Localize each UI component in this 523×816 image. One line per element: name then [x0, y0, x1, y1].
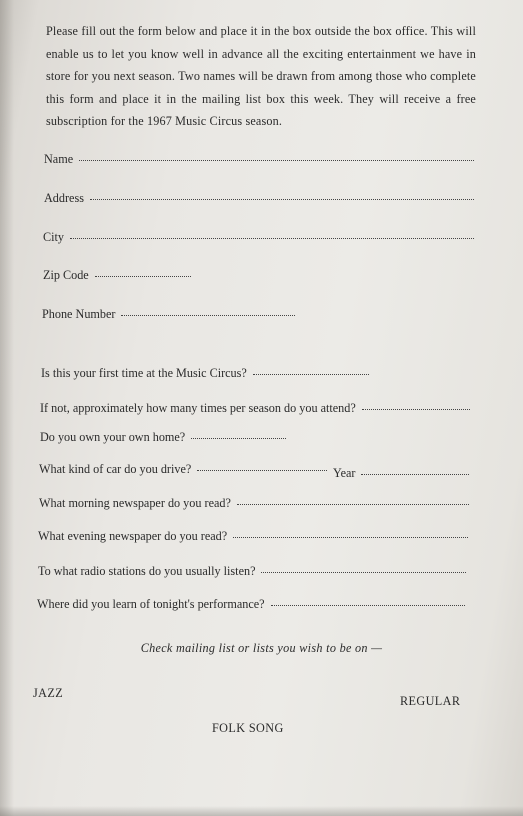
- mailing-option-regular[interactable]: REGULAR: [400, 694, 461, 708]
- phone-field[interactable]: [42, 307, 295, 325]
- phone-label: Phone Number: [42, 307, 116, 321]
- own-home-question[interactable]: [40, 430, 286, 448]
- car-year-line[interactable]: [361, 473, 469, 475]
- own-home-line[interactable]: [191, 437, 286, 439]
- morning-paper-line[interactable]: [237, 503, 469, 505]
- zip-label: Zip Code: [43, 268, 89, 282]
- page-shadow: [0, 0, 14, 816]
- zip-field[interactable]: [43, 268, 191, 286]
- zip-line[interactable]: [95, 275, 191, 277]
- car-line[interactable]: [197, 469, 327, 471]
- evening-paper-question[interactable]: [38, 529, 468, 547]
- name-field[interactable]: [44, 152, 474, 170]
- mailing-list-instruction: Check mailing list or lists you wish to be on —: [140, 641, 383, 655]
- morning-paper-label: What morning newspaper do you read?: [39, 496, 231, 510]
- name-label: Name: [44, 152, 74, 166]
- city-label: City: [43, 230, 64, 244]
- first-time-question[interactable]: [41, 366, 369, 384]
- times-per-season-label: If not, approximately how many times per season do you attend?: [40, 401, 356, 415]
- address-field[interactable]: [44, 191, 474, 209]
- name-line[interactable]: [79, 159, 474, 161]
- page-edge: [0, 806, 523, 816]
- mailing-option-jazz[interactable]: JAZZ: [33, 686, 64, 700]
- learned-of-question[interactable]: [37, 597, 465, 615]
- morning-paper-question[interactable]: [39, 496, 469, 514]
- learned-of-label: Where did you learn of tonight's performance?: [37, 597, 265, 611]
- car-year-field[interactable]: [333, 466, 469, 484]
- evening-paper-line[interactable]: [233, 536, 468, 538]
- car-label: What kind of car do you drive?: [39, 462, 192, 476]
- first-time-line[interactable]: [253, 373, 369, 375]
- intro-paragraph: Please fill out the form below and place it in the box outside the box office. This will enable us to let you know well in advance all the exciting entertainment we have in store for you next season. Two names will be drawn from among those who complete this form and place it in the mailing list box this week. They will receive a free subscription for the 1967 Music Circus season.: [46, 24, 476, 128]
- first-time-label: Is this your first time at the Music Circus?: [41, 366, 247, 380]
- learned-of-line[interactable]: [271, 604, 465, 606]
- own-home-label: Do you own your own home?: [40, 430, 186, 444]
- address-label: Address: [44, 191, 84, 205]
- address-line[interactable]: [90, 198, 474, 200]
- times-per-season-question[interactable]: [40, 401, 470, 419]
- evening-paper-label: What evening newspaper do you read?: [38, 529, 228, 543]
- car-question[interactable]: [39, 462, 327, 480]
- radio-label: To what radio stations do you usually listen?: [38, 564, 256, 578]
- city-field[interactable]: [43, 230, 474, 248]
- times-per-season-line[interactable]: [362, 408, 470, 410]
- city-line[interactable]: [70, 237, 474, 239]
- car-year-label: Year: [333, 466, 356, 480]
- phone-line[interactable]: [121, 314, 295, 316]
- mailing-option-folk-song[interactable]: FOLK SONG: [212, 721, 284, 735]
- radio-line[interactable]: [261, 571, 466, 573]
- radio-question[interactable]: [38, 564, 466, 582]
